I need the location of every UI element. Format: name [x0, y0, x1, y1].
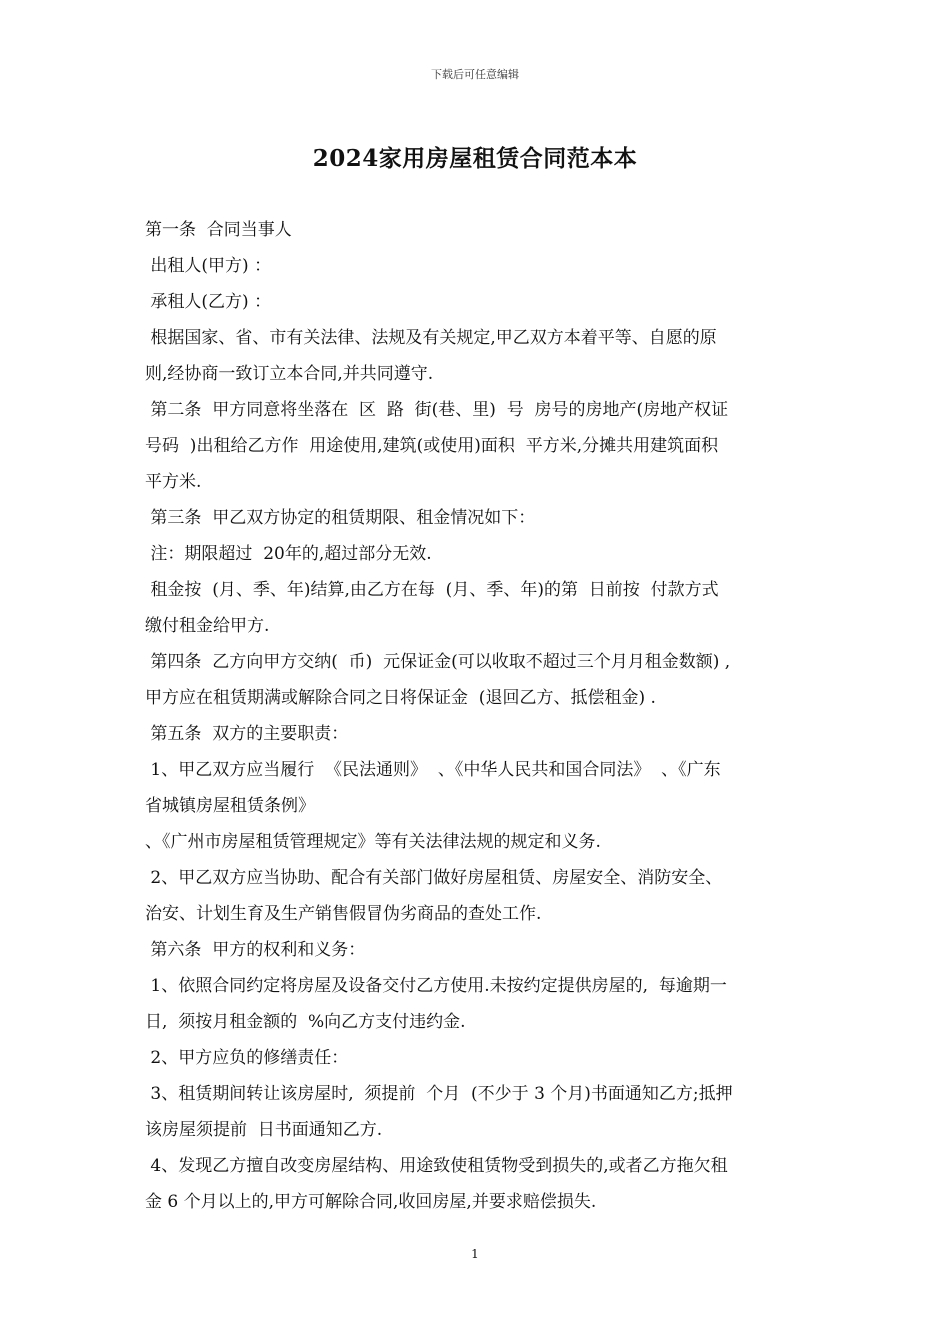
text-line: 2、甲乙双方应当协助、配合有关部门做好房屋租赁、房屋安全、消防安全、	[145, 868, 723, 888]
text-line: 根据国家、省、市有关法律、法规及有关规定,甲乙双方本着平等、自愿的原	[145, 328, 717, 348]
text-line: 出租人(甲方) ：	[145, 256, 272, 276]
text-line: 4、发现乙方擅自改变房屋结构、用途致使租赁物受到损失的,或者乙方拖欠租	[145, 1156, 728, 1176]
text-line: 省城镇房屋租赁条例》	[145, 796, 315, 816]
document-title: 2024家用房屋租赁合同范本本	[312, 145, 638, 172]
text-line: 日, 须按月租金额的 %向乙方支付违约金.	[145, 1012, 466, 1032]
text-line: 缴付租金给甲方.	[145, 616, 270, 636]
text-line: 1、甲乙双方应当履行 《民法通则》 、《中华人民共和国合同法》 、《广东	[145, 760, 721, 780]
text-line: 平方米.	[145, 472, 202, 492]
text-line: 甲方应在租赁期满或解除合同之日将保证金 (退回乙方、抵偿租金) .	[145, 688, 656, 708]
text-line: 注：期限超过 20年的,超过部分无效.	[145, 544, 432, 564]
text-line: 1、依照合同约定将房屋及设备交付乙方使用.未按约定提供房屋的, 每逾期一	[145, 976, 727, 996]
text-line: 、《广州市房屋租赁管理规定》等有关法律法规的规定和义务.	[145, 832, 601, 852]
text-line: 第四条 乙方向甲方交纳( 币) 元保证金(可以收取不超过三个月月租金数额) ,	[145, 652, 731, 672]
text-line: 第五条 双方的主要职责：	[145, 724, 349, 744]
text-line: 该房屋须提前 日书面通知乙方.	[145, 1120, 383, 1140]
page-number: 1	[471, 1247, 479, 1261]
page-header: 下载后可任意编辑	[431, 68, 519, 81]
text-line: 承租人(乙方) ：	[145, 292, 272, 312]
text-line: 3、租赁期间转让该房屋时, 须提前 个月 (不少于 3 个月)书面通知乙方;抵押	[145, 1084, 733, 1104]
text-line: 第一条 合同当事人	[145, 220, 292, 240]
text-line: 租金按 (月、季、年)结算,由乙方在每 (月、季、年)的第 日前按 付款方式	[145, 580, 719, 600]
text-line: 则,经协商一致订立本合同,并共同遵守.	[145, 364, 434, 384]
text-line: 治安、计划生育及生产销售假冒伪劣商品的查处工作.	[145, 904, 542, 924]
text-line: 金 6 个月以上的,甲方可解除合同,收回房屋,并要求赔偿损失.	[145, 1192, 597, 1212]
text-line: 2、甲方应负的修缮责任：	[145, 1048, 349, 1068]
text-line: 第二条 甲方同意将坐落在 区 路 街(巷、里) 号 房号的房地产(房地产权证	[145, 400, 729, 420]
text-line: 第三条 甲乙双方协定的租赁期限、租金情况如下：	[145, 508, 536, 528]
text-line: 号码 )出租给乙方作 用途使用,建筑(或使用)面积 平方米,分摊共用建筑面积	[145, 436, 719, 456]
contract-body	[145, 212, 815, 1220]
text-line: 第六条 甲方的权利和义务：	[145, 940, 366, 960]
